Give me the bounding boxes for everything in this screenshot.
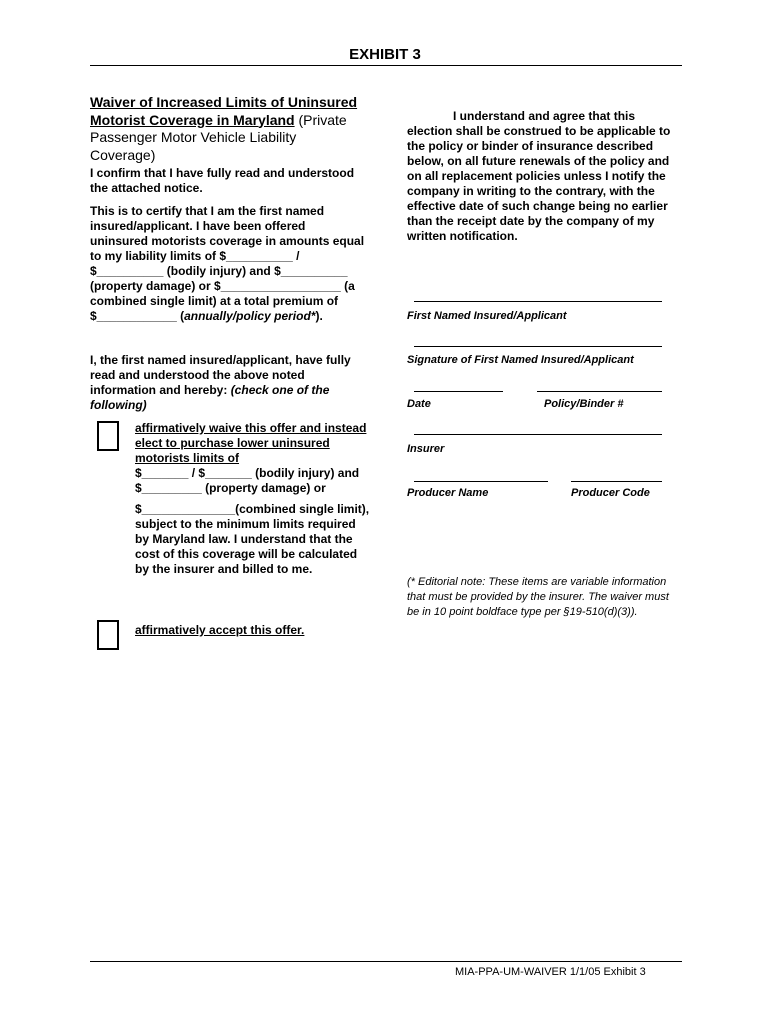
certify-end: ). [315, 309, 323, 323]
footer-rule [90, 961, 682, 962]
policy-line[interactable] [537, 391, 662, 392]
date-label: Date [407, 398, 431, 410]
insurer-label: Insurer [407, 443, 445, 455]
confirm-paragraph: I confirm that I have fully read and understood the attached notice. [90, 166, 355, 195]
date-line[interactable] [414, 391, 503, 392]
option-waive-heading: affirmatively waive this offer and instead elect to purchase lower uninsured motorists limits of [135, 421, 367, 465]
first-named-text: I, the first named insured/applicant, have fully read and understood the above noted information and hereby: [90, 353, 351, 397]
producer-code-label: Producer Code [571, 487, 650, 499]
title-rule [90, 65, 682, 66]
option-waive-continued: $______________(combined single limit), subject to the minimum limits required by Maryland law. I understand that the cost of this coverage will be calculated by the insurer and billed to me. [135, 502, 370, 576]
option-accept: affirmatively accept this offer. [135, 623, 305, 637]
producer-name-label: Producer Name [407, 487, 489, 499]
agreement-paragraph: I understand and agree that this election shall be construed to be applicable to the policy or binder of insurance described below, on all future renewals of the policy and on all replacement policies unless I notify the company in writing to the contrary, with the effective date of such change being no earlier than the receipt date by the company of my written notification. [407, 109, 671, 243]
option-waive [135, 421, 370, 496]
option-waive-limits: $_______ / $_______ (bodily injury) and $_________ (property damage) or [135, 466, 360, 495]
certify-paragraph [90, 204, 365, 324]
certify-period: annually/policy period* [184, 309, 316, 323]
insurer-line[interactable] [414, 434, 662, 435]
first-named-line[interactable] [414, 301, 662, 302]
waiver-heading [90, 94, 365, 164]
first-named-label: First Named Insured/Applicant [407, 310, 567, 322]
signature-line[interactable] [414, 346, 662, 347]
first-named-paragraph [90, 353, 365, 413]
page-title: EXHIBIT 3 [349, 46, 421, 63]
waiver-heading-subtitle: (Private Passenger Motor Vehicle Liability Coverage) [90, 111, 347, 163]
producer-code-line[interactable] [571, 481, 662, 482]
policy-label: Policy/Binder # [544, 398, 624, 410]
producer-name-line[interactable] [414, 481, 548, 482]
footer-form-id: MIA-PPA-UM-WAIVER 1/1/05 Exhibit 3 [455, 966, 646, 978]
editorial-note: (* Editorial note: These items are variable information that must be provided by the insurer. The waiver must be in 10 point boldface type per §19-510(d)(3)). [407, 576, 669, 618]
signature-label: Signature of First Named Insured/Applicant [407, 354, 634, 366]
waiver-heading-title: Waiver of Increased Limits of Uninsured Motorist Coverage in Maryland [90, 94, 358, 128]
certify-text: This is to certify that I am the first named insured/applicant. I have been offered uninsured motorists coverage in amounts equal to my liability limits of $__________ / $__________ (bodily injury) and $__________ (property damage) or $__________________ (a combined single limit) at a total premium of $____________ ( [90, 204, 365, 323]
first-named-instruction: (check one of the following) [90, 383, 330, 412]
accept-checkbox[interactable] [97, 620, 119, 650]
waive-checkbox[interactable] [97, 421, 119, 451]
